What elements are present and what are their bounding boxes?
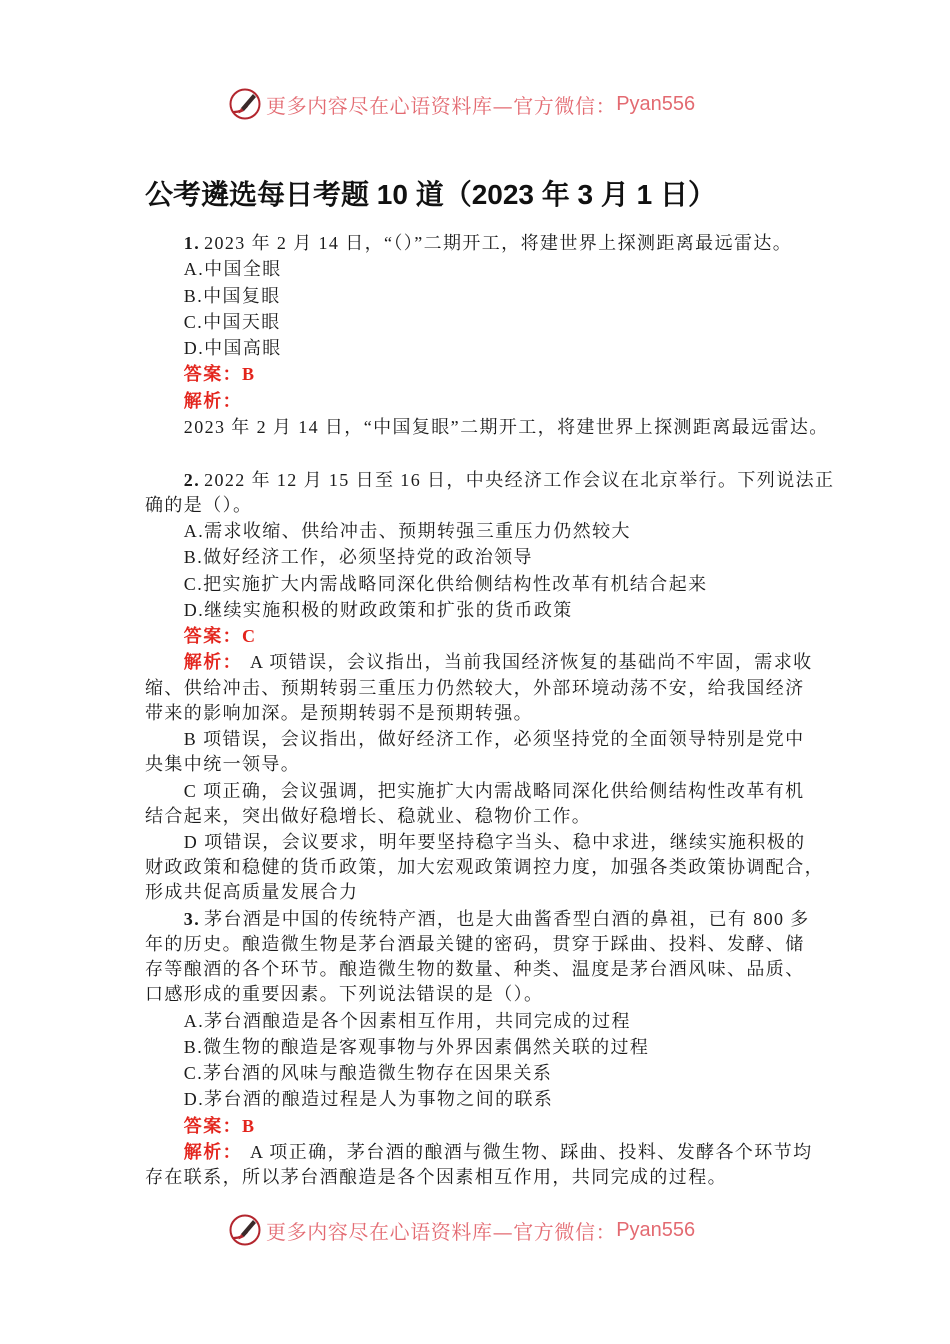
analysis-line: 央集中统一领导。 <box>145 754 301 775</box>
analysis-label: 解析： <box>183 1141 242 1162</box>
option-text: B.微生物的酿造是客观事物与外界因素偶然关联的过程 <box>183 1036 650 1057</box>
watermark-text: 更多内容尽在心语资料库—官方微信： <box>266 93 617 118</box>
analysis-paragraph <box>145 727 845 777</box>
option-text: D.茅台酒的酿造过程是人为事物之间的联系 <box>183 1089 554 1110</box>
stem-line <box>145 231 845 256</box>
stem-line: 存等酿酒的各个环节。酿造微生物的数量、种类、温度是茅台酒风味、品质、 <box>145 959 805 980</box>
option-text: B.中国复眼 <box>183 285 281 306</box>
stem-text: 茅台酒是中国的传统特产酒，也是大曲酱香型白酒的鼻祖，已有 800 多 <box>204 908 810 929</box>
answer-line <box>145 1114 845 1139</box>
option-b <box>145 1035 845 1060</box>
question-number: 3. <box>183 908 201 929</box>
option-text: B.做好经济工作，必须坚持党的政治领导 <box>183 547 533 568</box>
analysis-line: 形成共促高质量发展合力 <box>145 882 359 903</box>
analysis-line: B 项错误，会议指出，做好经济工作，必须坚持党的全面领导特别是党中 <box>183 729 805 750</box>
option-text: C.把实施扩大内需战略同深化供给侧结构性改革有机结合起来 <box>183 573 708 594</box>
option-a <box>145 257 845 282</box>
question-stem <box>145 231 845 256</box>
option-c <box>145 310 845 335</box>
document-body <box>145 231 845 1191</box>
option-c <box>145 572 845 597</box>
option-b <box>145 545 845 570</box>
stem-line: 年的历史。酿造微生物是茅台酒最关键的密码，贯穿于踩曲、投料、发酵、储 <box>145 933 805 954</box>
blank-line <box>145 441 845 466</box>
option-d <box>145 598 845 623</box>
option-d <box>145 336 845 361</box>
header-watermark <box>228 87 695 121</box>
analysis-line: 存在联系，所以茅台酒酿造是各个因素相互作用，共同完成的过程。 <box>145 1167 727 1188</box>
option-c <box>145 1061 845 1086</box>
option-text: D.中国高眼 <box>183 338 282 359</box>
option-d <box>145 1087 845 1112</box>
answer-label: 答案： <box>183 626 242 647</box>
analysis-paragraph <box>145 650 845 726</box>
pen-nib-logo-icon <box>228 87 262 121</box>
option-text: D.继续实施积极的财政政策和扩张的货币政策 <box>183 599 573 620</box>
analysis-line: 缩、供给冲击、预期转弱三重压力仍然较大，外部环境动荡不安，给我国经济 <box>145 677 805 698</box>
answer-value: B <box>242 364 256 385</box>
question-number: 1. <box>183 233 201 253</box>
watermark-wechat-id: Pyan556 <box>616 1218 696 1241</box>
option-b <box>145 284 845 309</box>
analysis-text: A 项错误，会议指出，当前我国经济恢复的基础尚不牢固，需求收 <box>250 652 813 673</box>
watermark-wechat-id: Pyan556 <box>616 92 696 115</box>
option-a <box>145 519 845 544</box>
option-text: C.茅台酒的风味与酿造微生物存在因果关系 <box>183 1063 553 1084</box>
analysis-line: 财政政策和稳健的货币政策，加大宏观政策调控力度，加强各类政策协调配合， <box>145 857 824 878</box>
option-text: A.需求收缩、供给冲击、预期转强三重压力仍然较大 <box>183 521 631 541</box>
answer-label: 答案： <box>183 1115 242 1136</box>
analysis-line <box>145 650 845 675</box>
analysis-line: 2023 年 2 月 14 日，“中国复眼”二期开工，将建世界上探测距离最远雷达。 <box>183 416 829 437</box>
blank-line-spacer <box>145 441 845 466</box>
page-title: 公考遴选每日考题 10 道（2023 年 3 月 1 日） <box>145 179 717 210</box>
analysis-paragraph <box>145 415 845 440</box>
footer-watermark <box>228 1213 695 1247</box>
question-1 <box>145 231 845 466</box>
stem-line <box>145 907 845 932</box>
question-stem <box>145 907 845 1008</box>
stem-line: 口感形成的重要因素。下列说法错误的是（）。 <box>145 984 544 1005</box>
answer <box>145 362 845 387</box>
watermark-text: 更多内容尽在心语资料库—官方微信： <box>266 1219 617 1244</box>
question-2 <box>145 468 845 906</box>
option-a <box>145 1009 845 1034</box>
analysis-paragraph <box>145 1140 845 1190</box>
stem-text: 2022 年 12 月 15 日至 16 日，中央经济工作会议在北京举行。下列说法正 <box>204 469 835 490</box>
answer-label: 答案： <box>183 364 242 385</box>
question-stem <box>145 468 845 518</box>
analysis-label: 解析： <box>183 652 242 673</box>
stem-line: 确的是（）。 <box>145 494 253 515</box>
pen-nib-logo-icon <box>228 1213 262 1247</box>
analysis-paragraph <box>145 779 845 829</box>
analysis-paragraph <box>145 830 845 906</box>
analysis-text: A 项正确，茅台酒的酿酒与微生物、踩曲、投料、发酵各个环节均 <box>250 1141 813 1162</box>
option-text: C.中国天眼 <box>183 311 281 332</box>
answer-value: B <box>242 1115 256 1136</box>
stem-line <box>145 468 845 493</box>
question-number: 2. <box>183 469 201 490</box>
answer-line <box>145 362 845 387</box>
analysis-label: 解析： <box>183 390 242 411</box>
analysis-line: 带来的影响加深。是预期转弱不是预期转强。 <box>145 702 533 723</box>
analysis-line: 结合起来，突出做好稳增长、稳就业、稳物价工作。 <box>145 805 592 826</box>
answer-line <box>145 624 845 649</box>
analysis-line: C 项正确，会议强调，把实施扩大内需战略同深化供给侧结构性改革有机 <box>183 780 805 801</box>
answer <box>145 1114 845 1139</box>
stem-text: 2023 年 2 月 14 日，“（）”二期开工，将建世界上探测距离最远雷达。 <box>204 233 793 253</box>
answer <box>145 624 845 649</box>
analysis-line: D 项错误，会议要求，明年要坚持稳字当头、稳中求进，继续实施积极的 <box>183 832 806 852</box>
answer-value: C <box>242 626 257 647</box>
analysis-line <box>145 1140 845 1165</box>
analysis-heading <box>145 389 845 414</box>
option-text: A.中国全眼 <box>183 259 282 280</box>
question-3 <box>145 907 845 1191</box>
option-text: A.茅台酒酿造是各个因素相互作用，共同完成的过程 <box>183 1010 631 1031</box>
